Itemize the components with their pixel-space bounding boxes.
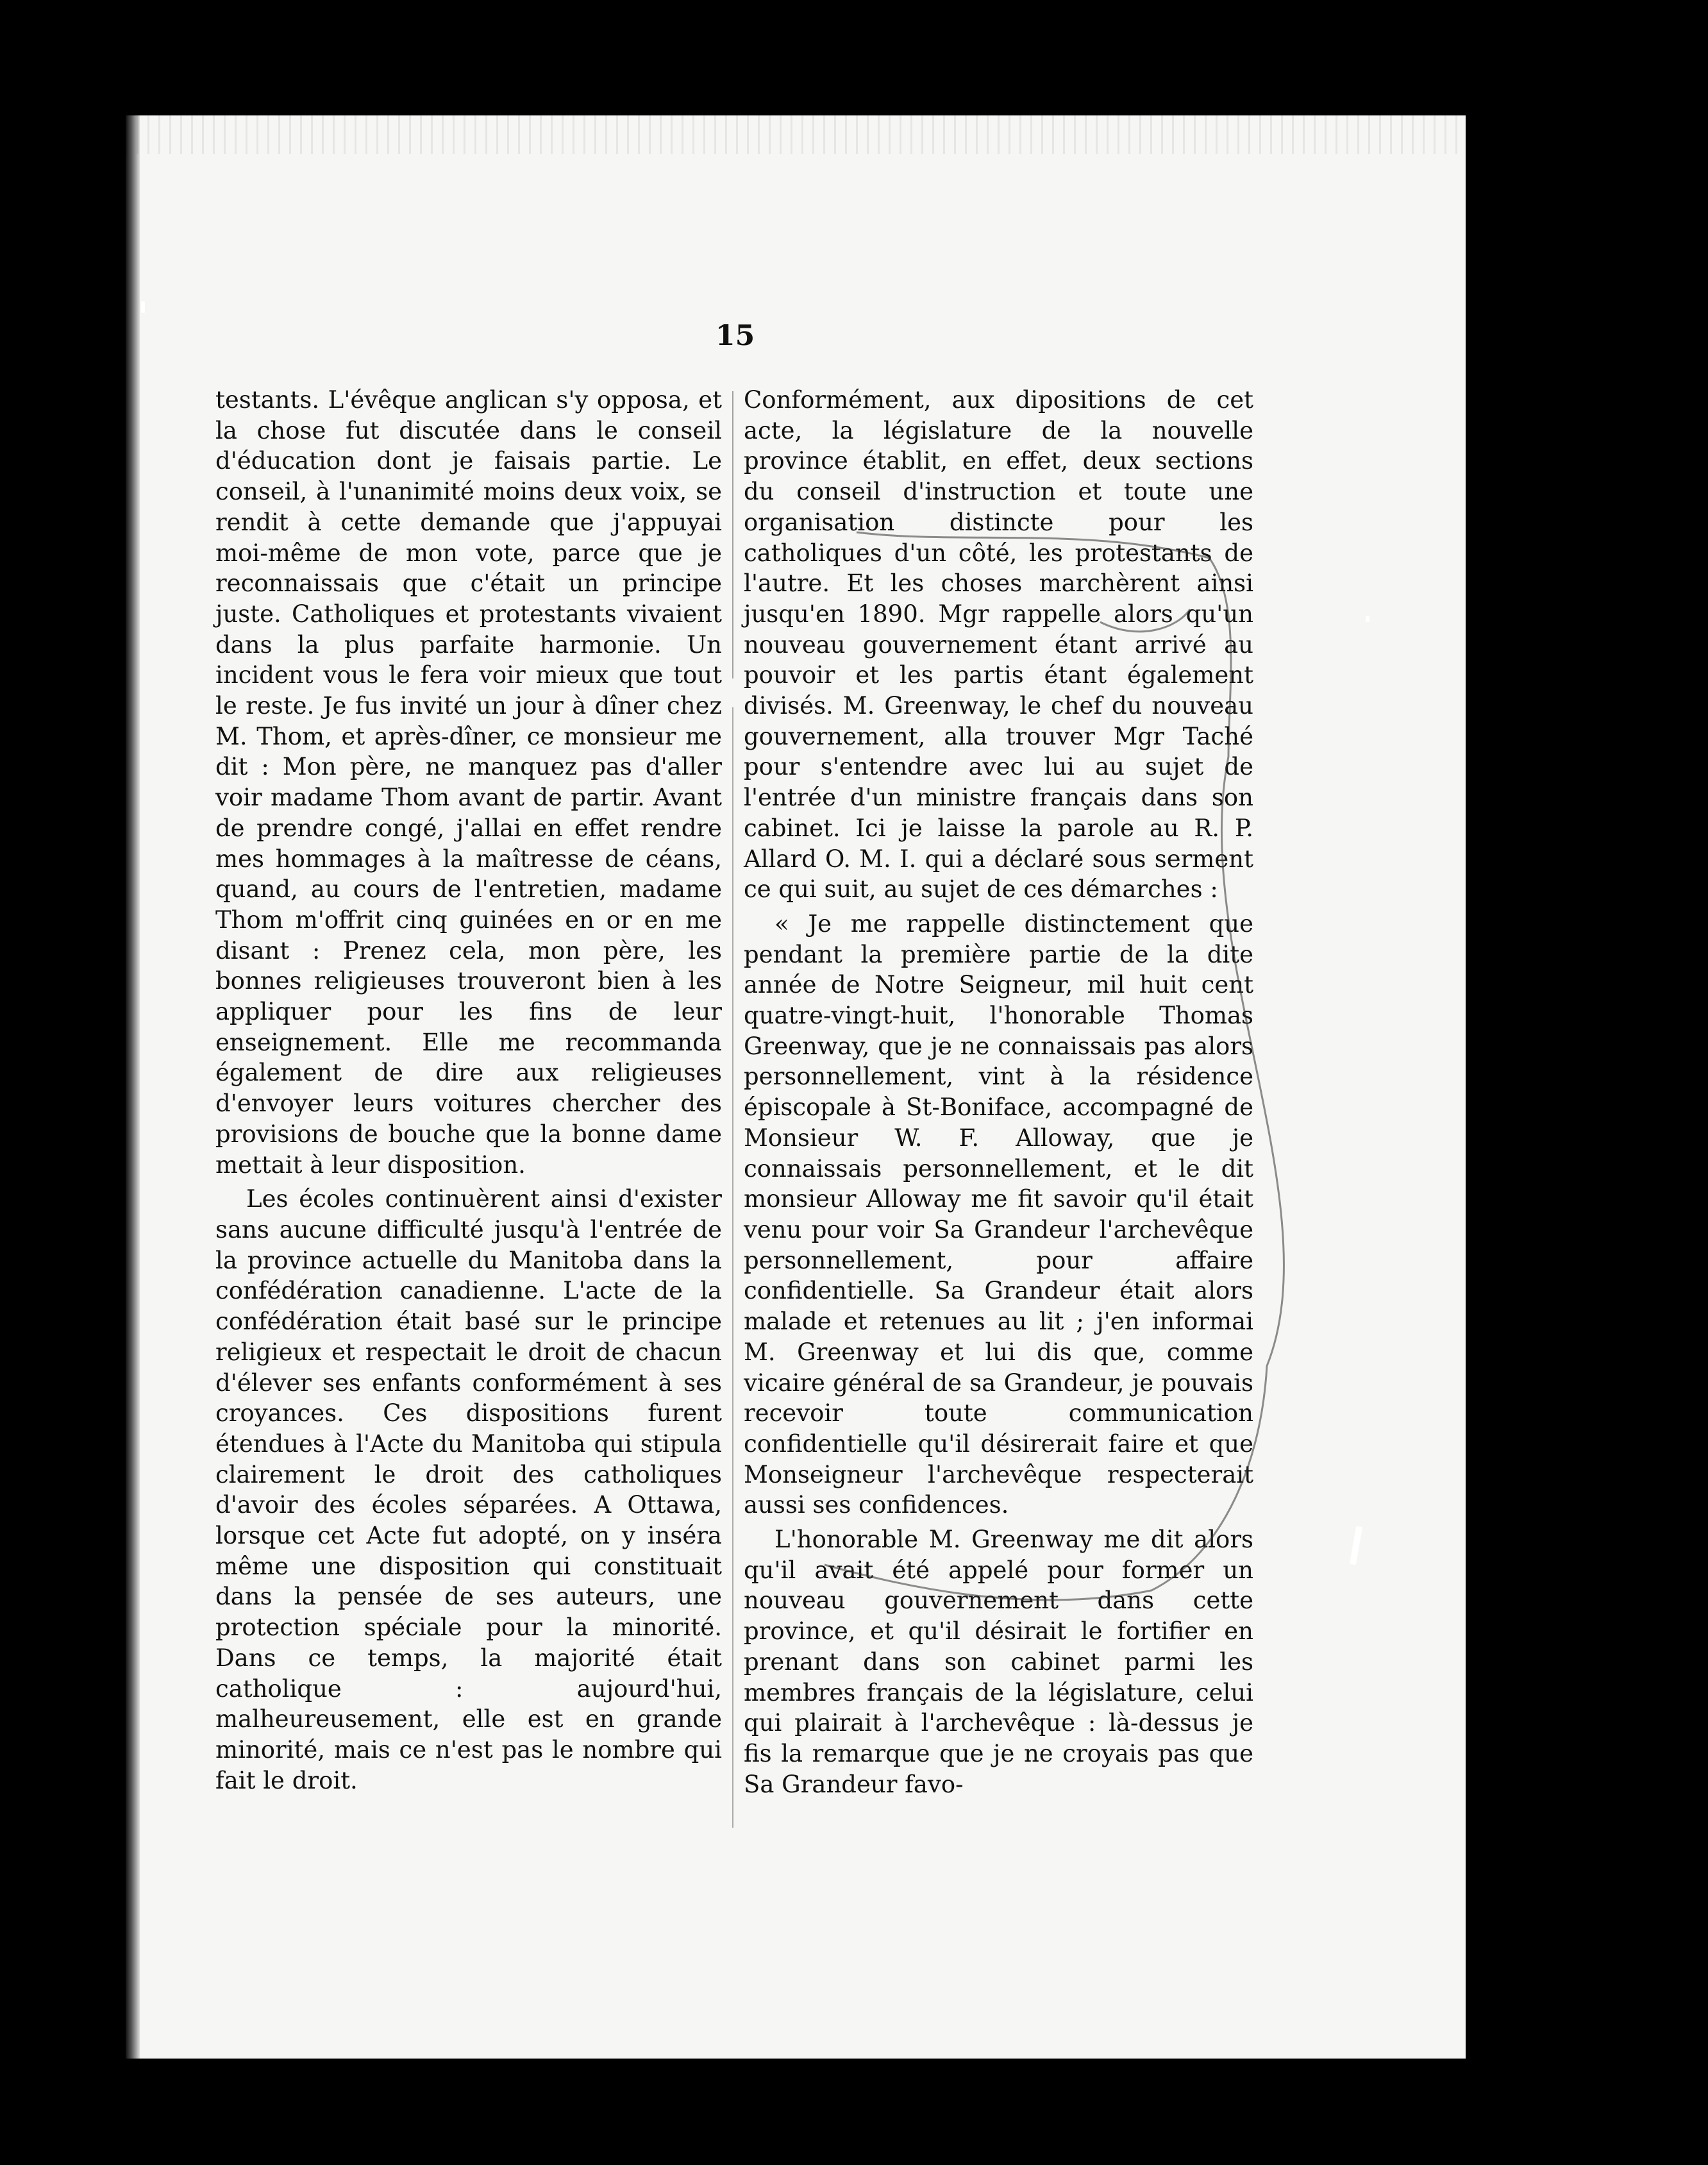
page-number: 15 [716, 319, 755, 352]
paragraph: « Je me rappelle distinctement que pendant la première partie de la dite année de Notre Seigneur, mil huit cent quatre-vingt-huit, l'honorable Thomas Greenway, que je ne connaissais pas alors personnellement, vint à la résidence épiscopale à St-Boniface, accompagné de Monsieur W. F. Alloway, que je connaissais personnellement, et le dit monsieur Alloway me fit savoir qu'il était venu pour voir Sa Grandeur l'archevêque personnellement, pour affaire confidentielle. Sa Grandeur était alors malade et retenues au lit ; j'en informai M. Greenway et lui dis que, comme vicaire général de sa Grandeur, je pouvais recevoir toute communication confidentielle qu'il désirerait faire et que Monseigneur l'archevêque respecterait aussi ses confidences. [744, 909, 1253, 1519]
scan-speck [141, 301, 145, 313]
scanned-page [126, 115, 1466, 2059]
left-column [215, 385, 722, 1796]
scan-speck [1366, 616, 1369, 622]
paragraph: L'honorable M. Greenway me dit alors qu'il avait été appelé pour former un nouveau gouvernement dans cette province, et qu'il désirait le fortifier en prenant dans son cabinet parmi les membres français de la législature, celui qui plairait à l'archevêque : là-dessus je fis la remarque que je ne croyais pas que Sa Grandeur favo- [744, 1526, 1253, 1798]
paragraph: Les écoles continuèrent ainsi d'exister sans aucune difficulté jusqu'à l'entrée de la province actuelle du Manitoba dans la confédération canadienne. L'acte de la confédération était basé sur le principe religieux et respectait le droit de chacun d'élever ses enfants conformément à ses croyances. Ces dispositions furent étendues à l'Acte du Manitoba qui stipula clairement le droit des catholiques d'avoir des écoles séparées. A Ottawa, lorsque cet Acte fut adopté, on y inséra même une disposition qui constituait dans la pensée de ses auteurs, une protection spéciale pour la minorité. Dans ce temps, la majorité était catholique : aujourd'hui, malheureusement, elle est en grande minorité, mais ce n'est pas le nombre qui fait le droit. [215, 1185, 722, 1794]
scan-noise [126, 115, 1466, 154]
right-column [744, 385, 1253, 1799]
binding-gutter [126, 115, 140, 2059]
paragraph: testants. L'évêque anglican s'y opposa, et la chose fut discutée dans le conseil d'éducation dont je faisais partie. Le conseil, à l'unanimité moins deux voix, se rendit à cette demande que j'appuyai moi-même de mon vote, parce que je reconnaissais que c'était un principe juste. Catholiques et protestants vivaient dans la plus parfaite harmonie. Un incident vous le fera voir mieux que tout le reste. Je fus invité un jour à dîner chez M. Thom, et après-dîner, ce monsieur me dit : Mon père, ne manquez pas d'aller voir madame Thom avant de partir. Avant de prendre congé, j'allai en effet rendre mes hommages à la maîtresse de céans, quand, au cours de l'entretien, madame Thom m'offrit cinq guinées en or en me disant : Prenez cela, mon père, les bonnes religieuses trouveront bien à les appliquer pour les fins de leur enseignement. Elle me recommanda également de dire aux religieuses d'envoyer leurs voitures chercher des provisions de bouche que la bonne dame mettait à leur disposition. [215, 386, 722, 1179]
column-divider [732, 391, 733, 1828]
paragraph: Conformément, aux dipositions de cet acte, la législature de la nouvelle province établit, en effet, deux sections du conseil d'instruction et toute une organisation distincte pour les catholiques d'un côté, les protestants de l'autre. Et les choses marchèrent ainsi jusqu'en 1890. Mgr rappelle alors qu'un nouveau gouvernement étant arrivé au pouvoir et les partis étant également divisés. M. Greenway, le chef du nouveau gouvernement, alla trouver Mgr Taché pour s'entendre avec lui au sujet de l'entrée d'un ministre français dans son cabinet. Ici je laisse la parole au R. P. Allard O. M. I. qui a déclaré sous serment ce qui suit, au sujet de ces démarches : [744, 386, 1253, 904]
